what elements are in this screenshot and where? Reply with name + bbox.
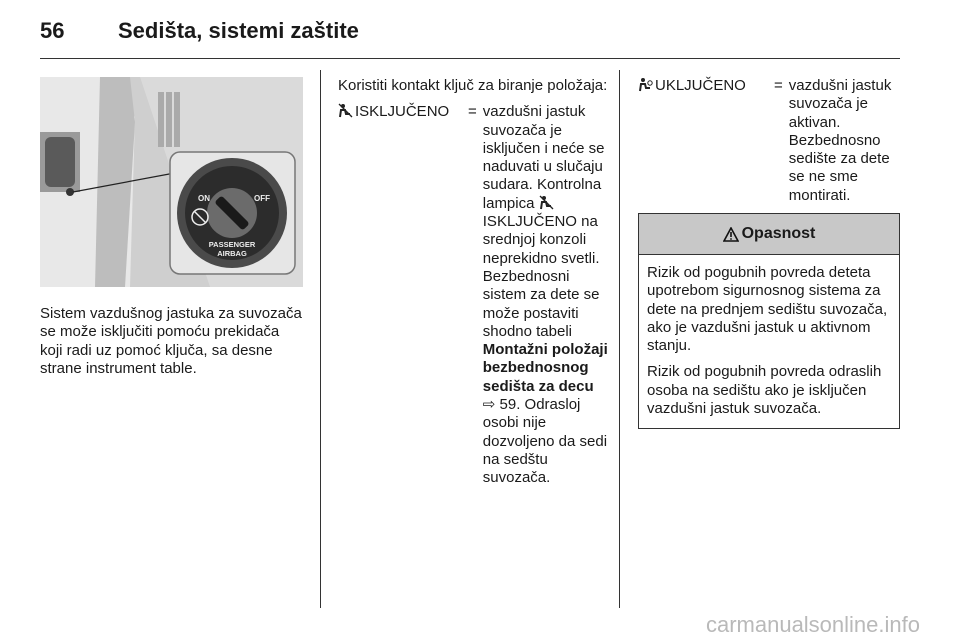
warning-title: Opasnost	[741, 225, 816, 242]
airbag-switch-photo	[40, 77, 303, 287]
warning-box	[638, 213, 900, 429]
warning-paragraph-1: Rizik od pogubnih povreda deteta upotrebom sigurnosnog sistema za dete na prednjem sedištu suvozača, ako je vazdušni jastuk u aktivnom stanju.	[647, 264, 888, 355]
switch-label-1: PASSENGER	[208, 240, 256, 249]
warning-header	[639, 214, 899, 255]
equals-sign: =	[774, 77, 783, 94]
warning-paragraph-2: Rizik od pogubnih povreda odraslih osoba na sedištu ako je isključen vazdušni jastuk suvozača.	[647, 363, 882, 418]
page-header	[40, 18, 359, 48]
photo-caption: Sistem vazdušnog jastuka za suvozača se može isključiti pomoću prekidača koji radi uz pomoć ključa, sa desne strane instrument table.	[40, 305, 302, 377]
switch-label-2: AIRBAG	[217, 249, 247, 258]
airbag-on-icon	[638, 77, 653, 92]
column-3	[638, 77, 900, 205]
off-description: vazdušni jastuk suvozača je isključen i neće se naduvati u slučaju sudara. Kontrolna lampica ISKLJUČENO na srednjoj konzoli neprekidno svetli. Bezbednosni sistem za dete se može postaviti shodno tabeli Montažni položaji bezbednosnog sedišta za decu ⇨ 59. Odrasloj osobi nije dozvoljeno da sedi na sedštu suvozača.	[482, 103, 608, 487]
header-rule	[40, 58, 900, 59]
off-key: ISKLJUČENO	[338, 103, 462, 487]
column-divider	[619, 70, 620, 608]
on-position-item	[638, 77, 900, 205]
equals-sign: =	[468, 103, 477, 121]
on-description: vazdušni jastuk suvozača je aktivan. Bezbednosno sedište za dete se ne sme montirati.	[788, 77, 892, 204]
airbag-off-icon	[539, 195, 554, 210]
footer-watermark: carmanualsonline.info	[705, 612, 920, 637]
column-2	[338, 77, 608, 488]
column-1	[40, 305, 305, 378]
warning-body	[639, 255, 899, 428]
page-title: Sedišta, sistemi zaštite	[118, 18, 359, 43]
page-number: 56	[40, 18, 65, 43]
intro-text: Koristiti kontakt ključ za biranje položaja:	[338, 77, 608, 94]
page-ref[interactable]: 59	[499, 396, 517, 414]
section-link[interactable]: Montažni položaji bezbednosnog sedišta za decu	[482, 341, 608, 395]
airbag-off-icon	[338, 103, 353, 118]
column-divider	[320, 70, 321, 608]
warning-icon	[723, 227, 739, 242]
off-position-item	[338, 103, 608, 487]
switch-on-label: ON	[198, 194, 210, 203]
switch-off-label: OFF	[254, 194, 270, 203]
on-key: UKLJUČENO	[638, 77, 768, 205]
page-ref-arrow-icon: ⇨	[482, 396, 496, 414]
